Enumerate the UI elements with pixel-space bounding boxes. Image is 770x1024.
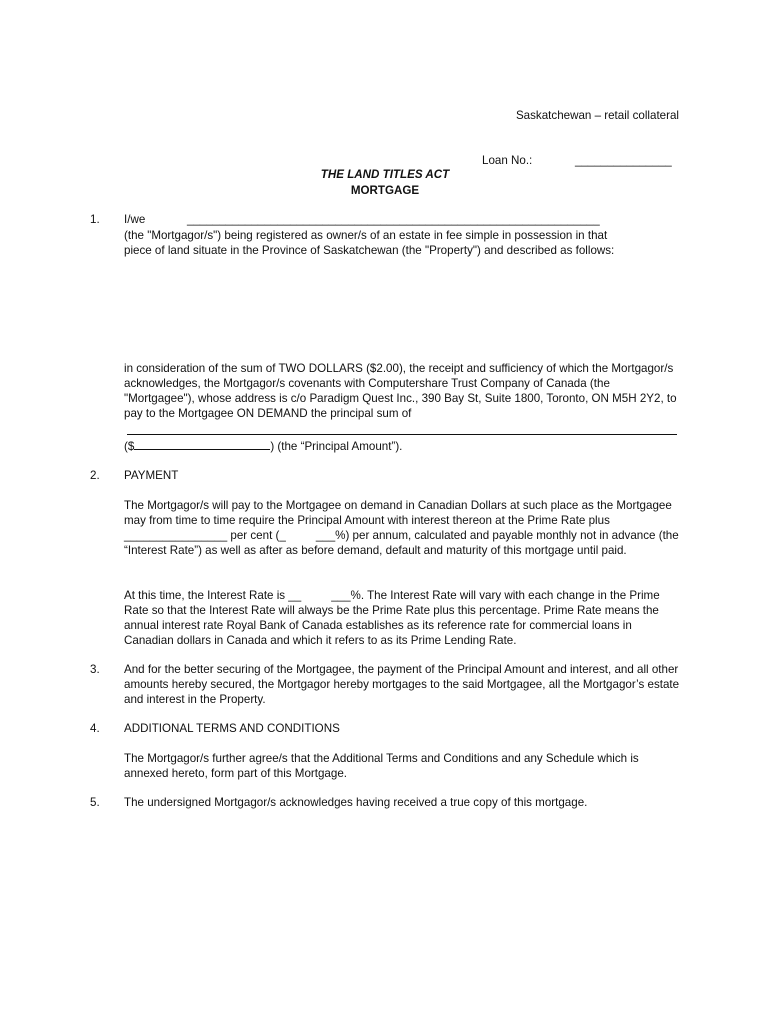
section-4-number: 4. [90,722,100,735]
act-title: THE LAND TITLES ACT [320,168,450,181]
mortgagor-definition-line: (the "Mortgagor/s") being registered as owner/s of an estate in fee simple in possession in that [124,229,608,242]
mortgagor-name-field[interactable]: ________________________________________________________________ [187,213,600,226]
interest-rate-text-b: ___%. The Interest Rate will vary with each change in the Prime Rate so that the Interest Rate will always be the Prime Rate plus this percentage. Prime Rate means the annual interest rate Royal Bank of Canada establishes as its reference rate for commercial loans in Canadian dollars in Canada and which it refers to as its Prime Lending Rate. [124,589,660,647]
property-description-line: piece of land situate in the Province of Saskatchewan (the "Property") and described as follows: [124,244,615,257]
iwe-label: I/we [124,213,146,226]
principal-amount-line [124,438,402,454]
payment-text-b: per cent (_ [230,529,286,542]
section-5-number: 5. [90,796,100,809]
collateral-note: Saskatchewan – retail collateral [515,109,679,122]
payment-paragraph [124,498,682,558]
loan-number-label: Loan No.: [482,154,533,167]
payment-heading: PAYMENT [124,469,179,482]
payment-text-c: ___%) per annum, calculated and payable monthly not in advance (the “Interest Rate”) as well as after as before demand, default and maturity of this mortgage until paid. [124,529,679,557]
additional-terms-paragraph: The Mortgagor/s further agree/s that the Additional Terms and Conditions and any Schedule which is annexed hereto, form part of this Mortgage. [124,752,639,780]
additional-terms-heading: ADDITIONAL TERMS AND CONDITIONS [124,722,340,735]
principal-amount-field[interactable] [134,438,270,450]
interest-rate-paragraph [124,588,682,648]
document-title: MORTGAGE [350,184,420,197]
acknowledgement-paragraph: The undersigned Mortgagor/s acknowledges having received a true copy of this mortgage. [124,796,588,809]
payment-text-a: The Mortgagor/s will pay to the Mortgagee on demand in Canadian Dollars at such place as the Mortgagee may from time to time require the Principal Amount with interest thereon at the Prime Rate plus [124,499,672,527]
section-2-number: 2. [90,469,100,482]
consideration-paragraph: in consideration of the sum of TWO DOLLARS ($2.00), the receipt and sufficiency of which the Mortgagor/s acknowledges, the Mortgagor/s covenants with Computershare Trust Company of Canada (the "Mortgagee"), whose address is c/o Paradigm Quest Inc., 390 Bay St, Suite 1800, Toronto, ON M5H 2Y2, to pay to the Mortgagee ON DEMAND the principal sum of [124,362,677,420]
interest-rate-text-a: At this time, the Interest Rate is __ [124,589,302,602]
prime-plus-field[interactable]: ________________ [124,529,228,542]
security-paragraph: And for the better securing of the Mortgagee, the payment of the Principal Amount and interest, and all other amounts hereby secured, the Mortgagor hereby mortgages to the said Mortgagee, all the Mortgagor’s estate and interest in the Property. [124,663,680,706]
loan-number-field[interactable]: _______________ [575,154,672,167]
amount-prefix: ($ [124,440,135,453]
section-3-number: 3. [90,663,100,676]
amount-suffix: ) (the “Principal Amount”). [270,440,403,453]
section-1-number: 1. [90,213,100,226]
principal-amount-words-field[interactable] [127,434,677,435]
